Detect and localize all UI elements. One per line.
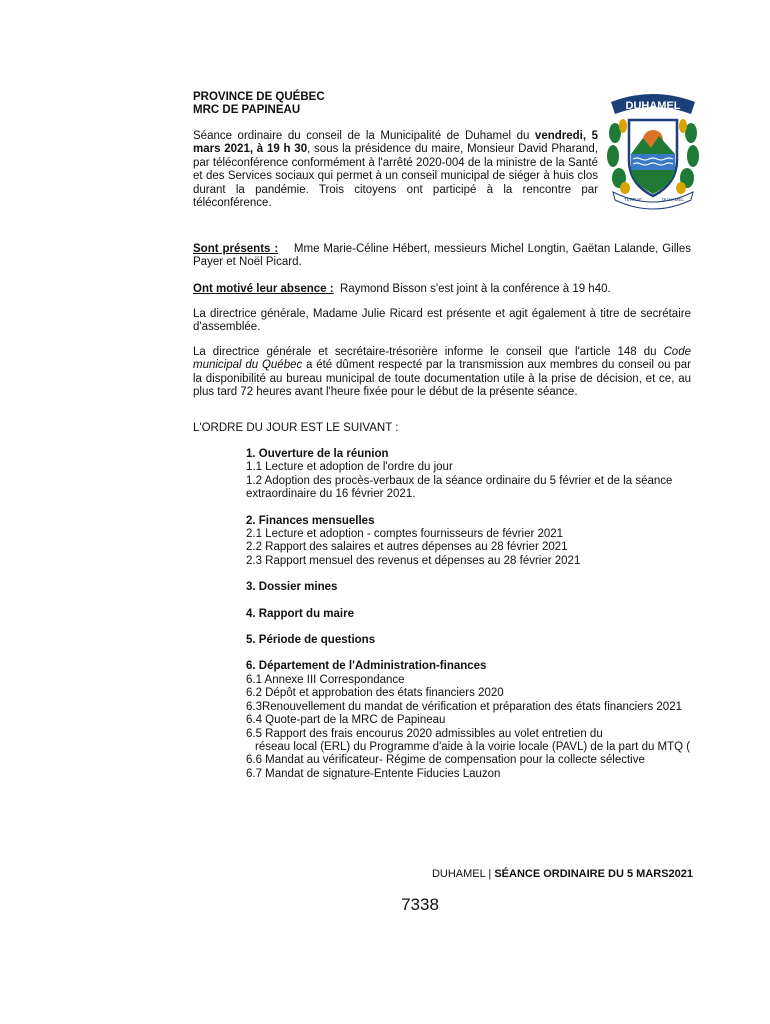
logo-motto-right: DUHAMEL: [661, 197, 685, 202]
article-paragraph: [193, 346, 691, 400]
province-line: PROVINCE DE QUÉBEC: [193, 91, 325, 103]
agenda-item: 6.2 Dépôt et approbation des états financiers 2020: [246, 687, 504, 700]
agenda-item: 6.6 Mandat au vérificateur- Régime de compensation pour la collecte sélective: [246, 754, 645, 767]
agenda-item: 1.1 Lecture et adoption de l'ordre du jour: [246, 461, 453, 474]
page-footer: [432, 868, 693, 881]
agenda-section-1: [246, 448, 698, 502]
mrc-line: MRC DE PAPINEAU: [193, 104, 301, 116]
footer-municipality: DUHAMEL: [431, 868, 486, 880]
intro-text-1: Séance ordinaire du conseil de la Municipalité de Duhamel du: [193, 130, 535, 142]
agenda-item: 6.7 Mandat de signature-Entente Fiducies Lauzon: [246, 767, 501, 780]
absence-label: Ont motivé leur absence :: [193, 283, 334, 295]
agenda-section-title: 6. Département de l'Administration-finances: [246, 660, 487, 673]
meeting-date: vendredi, 5 mars 2021, à 19 h 30: [193, 130, 598, 156]
directrice-paragraph: La directrice générale, Madame Julie Ricard est présente et agit également à titre de secrétaire d'assemblée.: [193, 308, 691, 334]
logo-motto-left: TERRAE: [623, 197, 643, 202]
agenda-section-title: 3. Dossier mines: [246, 581, 338, 594]
presents-label: Sont présents :: [193, 243, 279, 255]
agenda-item: 6.3Renouvellement du mandat de vérification et préparation des états financiers 2021: [246, 700, 682, 713]
agenda-list: [246, 448, 698, 794]
agenda-section-2: [246, 515, 698, 569]
agenda-section-4: [246, 608, 698, 621]
footer-meeting-title: SÉANCE ORDINAIRE DU 5 MARS2021: [494, 868, 693, 880]
agenda-heading: L'ORDRE DU JOUR EST LE SUIVANT :: [193, 422, 399, 434]
agenda-section-6: [246, 660, 698, 781]
document-header: [193, 91, 325, 117]
absence-text: Raymond Bisson s'est joint à la conférence à 19 h40.: [340, 283, 611, 295]
agenda-item: 1.2 Adoption des procès-verbaux de la séance ordinaire du 5 février et de la séance extraordinaire du 16 février 2021.: [246, 474, 673, 501]
agenda-item: 6.4 Quote-part de la MRC de Papineau: [246, 714, 446, 727]
agenda-section-title: 5. Période de questions: [246, 634, 376, 647]
agenda-section-title: 2. Finances mensuelles: [246, 514, 375, 527]
agenda-item: 6.5 Rapport des frais encourus 2020 admissibles au volet entretien du: [246, 727, 603, 740]
footer-separator: |: [488, 868, 492, 880]
intro-paragraph: [193, 130, 598, 210]
page-number: 7338: [401, 895, 439, 914]
agenda-section-5: [246, 634, 698, 647]
agenda-section-3: [246, 581, 698, 594]
presents-text: Mme Marie-Céline Hébert, messieurs Michel Longtin, Gaëtan Lalande, Gilles Payer et Noël Picard.: [193, 243, 691, 269]
duhamel-logo: [603, 88, 703, 210]
absence-paragraph: [193, 283, 691, 296]
agenda-item: 2.1 Lecture et adoption - comptes fournisseurs de février 2021: [246, 528, 564, 541]
agenda-section-title: 4. Rapport du maire: [246, 607, 354, 620]
article-text-2: a été dûment respecté par la transmission aux membres du conseil ou par la disponibilité au bureau municipal de toute documentation utile à la prise de décision, et ce, au plus tard 72 heures avant l'heure fixée pour le début de la présente séance.: [193, 359, 691, 399]
article-text-1: La directrice générale et secrétaire-trésorière informe le conseil que l'article 148 du: [193, 346, 664, 358]
agenda-item: 2.2 Rapport des salaires et autres dépenses au 28 février 2021: [246, 541, 568, 554]
agenda-item: 6.1 Annexe III Correspondance: [246, 673, 405, 686]
intro-text-2: , sous la présidence du maire, Monsieur David Pharand, par téléconférence conformément à l'arrêté 2020-004 de la ministre de la Santé et des Services sociaux qui permet à un conseil municipal de siéger à huis clos durant la pandémie. Trois citoyens ont participé à la rencontre par téléconférence.: [193, 143, 599, 210]
presents-paragraph: [193, 243, 691, 270]
agenda-section-title: 1. Ouverture de la réunion: [246, 448, 389, 460]
agenda-item: réseau local (ERL) du Programme d'aide à la voirie locale (PAVL) de la part du MTQ (: [255, 740, 691, 753]
agenda-item: 2.3 Rapport mensuel des revenus et dépenses au 28 février 2021: [246, 554, 581, 567]
logo-banner-text: DUHAMEL: [625, 100, 681, 112]
code-municipal-title: Code municipal du Québec: [193, 346, 691, 372]
